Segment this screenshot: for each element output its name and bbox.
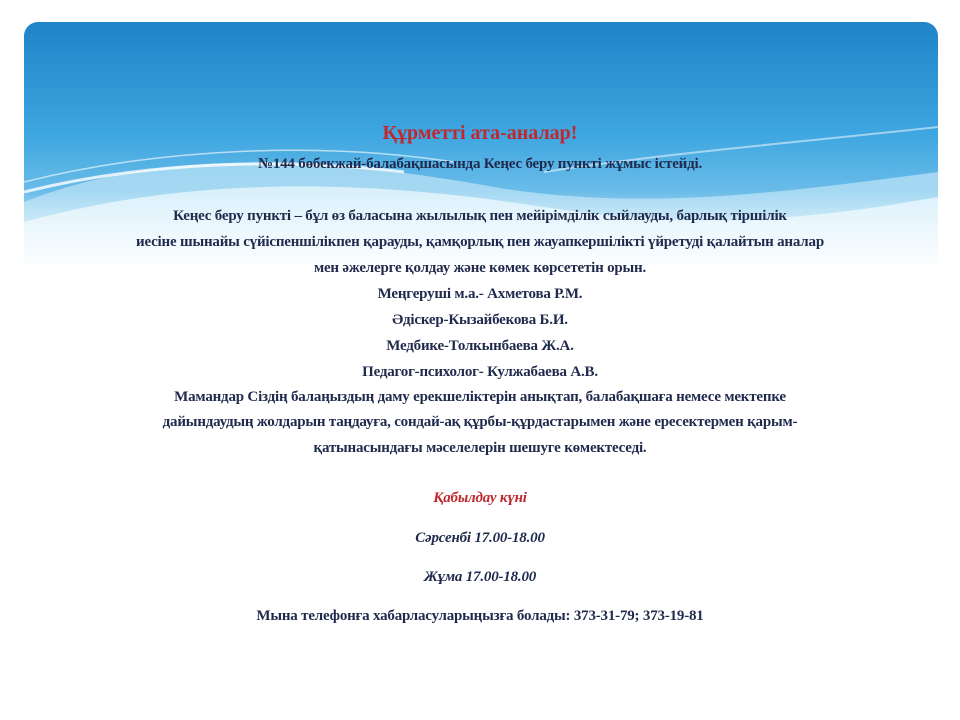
description-line-3: мен әжелерге қолдау және көмек көрсететін орын. xyxy=(313,260,647,276)
reception-heading: Қабылдау күні xyxy=(433,490,527,506)
subtitle: №144 бөбекжай-балабақшасында Кеңес беру пункті жұмыс істейді. xyxy=(257,156,703,172)
specialists-line-2: дайындаудың жолдарын таңдауға, сондай-ақ құрбы-құрдастарымен және ересектермен қарым- xyxy=(162,414,798,430)
description-line-2: иесіне шынайы сүйіспеншілікпен қарауды, қамқорлық пен жауапкершілікті үйретуді қалайтын аналар xyxy=(136,234,824,250)
staff-nurse: Медбике-Толкынбаева Ж.А. xyxy=(386,338,574,354)
page-title: Құрметті ата-аналар! xyxy=(382,122,578,144)
staff-psychologist: Педагог-психолог- Кулжабаева А.В. xyxy=(362,364,598,380)
phone-line: Мына телефонға хабарласуларыңызға болады: 373-31-79; 373-19-81 xyxy=(256,608,704,624)
staff-methodist: Әдіскер-Кызайбекова Б.И. xyxy=(392,312,568,328)
description-line-1: Кеңес беру пункті – бұл өз баласына жылылық пен мейірімділік сыйлауды, барлық тіршілік xyxy=(173,208,787,224)
schedule-wednesday: Сәрсенбі 17.00-18.00 xyxy=(415,530,545,546)
staff-manager: Меңгеруші м.а.- Ахметова Р.М. xyxy=(377,286,583,302)
specialists-line-1: Мамандар Сіздің балаңыздың даму ерекшеліктерін анықтап, балабақшаға немесе мектепке xyxy=(174,389,786,405)
schedule-friday: Жұма 17.00-18.00 xyxy=(423,569,537,585)
specialists-line-3: қатынасындағы мәселелерін шешуге көмектеседі. xyxy=(313,440,647,456)
